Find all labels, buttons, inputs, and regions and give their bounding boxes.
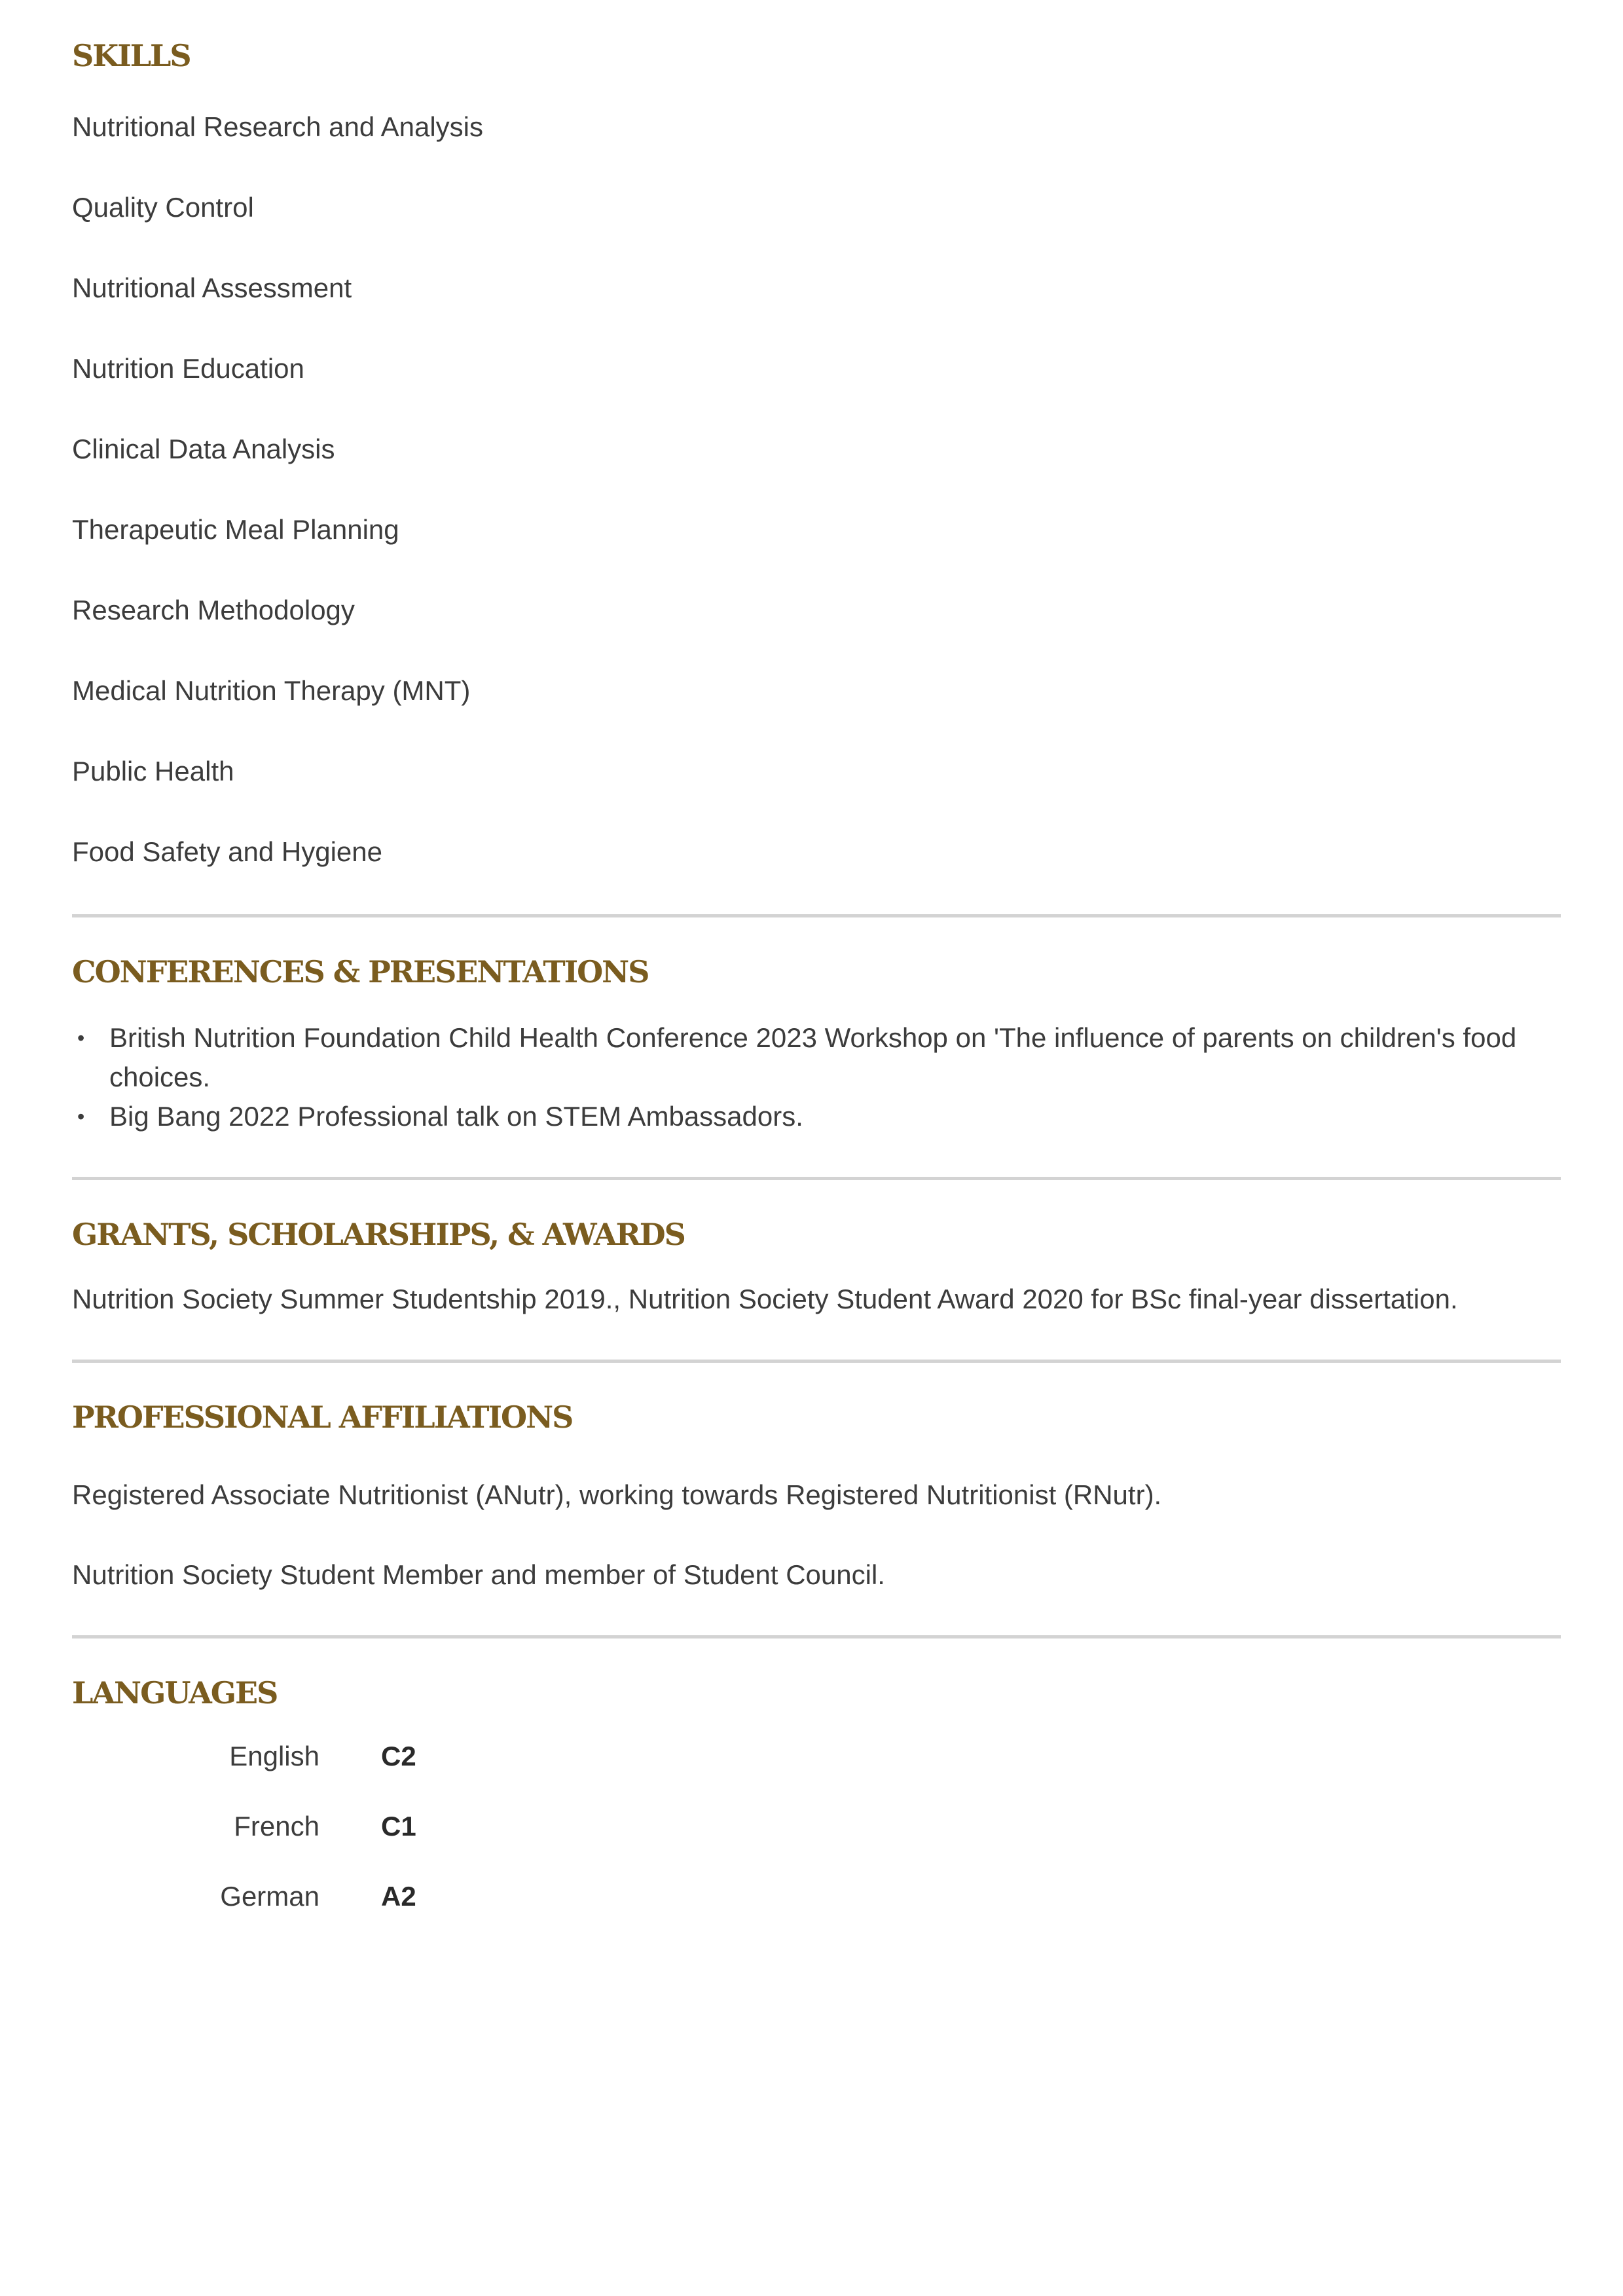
skill-item: Public Health: [72, 756, 234, 787]
grants-heading: GRANTS, SCHOLARSHIPS, & AWARDS: [72, 1217, 685, 1252]
affiliations-section: [72, 1399, 1561, 1595]
conference-text: Big Bang 2022 Professional talk on STEM Ambassadors.: [109, 1101, 803, 1132]
grants-section: [72, 1219, 1561, 1319]
bullet-icon: •: [77, 1105, 85, 1128]
skill-item: Clinical Data Analysis: [72, 434, 335, 464]
language-name: German: [220, 1881, 319, 1912]
skill-item: Food Safety and Hygiene: [72, 836, 382, 867]
skills-heading: SKILLS: [72, 38, 191, 73]
language-name: English: [229, 1741, 319, 1771]
skill-item: Medical Nutrition Therapy (MNT): [72, 675, 471, 706]
conference-item: [72, 1097, 1561, 1136]
affiliation-item: Nutrition Society Student Member and member of Student Council.: [72, 1559, 885, 1590]
resume-page: [72, 0, 1561, 1947]
conference-item: [72, 1018, 1561, 1097]
conferences-heading: CONFERENCES & PRESENTATIONS: [72, 954, 649, 990]
languages-heading: LANGUAGES: [72, 1675, 278, 1711]
skill-item: Quality Control: [72, 192, 254, 223]
skill-item: Research Methodology: [72, 595, 355, 625]
conference-text: British Nutrition Foundation Child Health Conference 2023 Workshop on 'The influence of parents on children's food choices.: [109, 1022, 1517, 1092]
skill-item: Nutritional Research and Analysis: [72, 111, 483, 142]
conferences-section: [72, 954, 1561, 1136]
skills-list: [72, 107, 1561, 873]
language-name: French: [234, 1811, 319, 1842]
affiliations-heading: PROFESSIONAL AFFILIATIONS: [72, 1399, 573, 1435]
bullet-icon: •: [77, 1026, 85, 1050]
section-divider: [72, 1360, 1561, 1363]
language-level: A2: [381, 1881, 416, 1912]
skill-item: Therapeutic Meal Planning: [72, 514, 399, 545]
language-row: [72, 1807, 1561, 1877]
languages-section: [72, 1675, 1561, 1947]
skill-item: Nutrition Education: [72, 353, 304, 384]
skill-item: Nutritional Assessment: [72, 272, 352, 303]
section-divider: [72, 914, 1561, 917]
language-row: [72, 1737, 1561, 1807]
section-divider: [72, 1635, 1561, 1639]
conferences-list: [72, 1018, 1561, 1136]
skills-section: [72, 0, 1561, 873]
languages-list: [72, 1737, 1561, 1947]
language-level: C2: [381, 1741, 416, 1771]
language-row: [72, 1877, 1561, 1947]
language-level: C1: [381, 1811, 416, 1842]
grants-text: Nutrition Society Summer Studentship 2019., Nutrition Society Student Award 2020 for BSc final-year dissertation.: [72, 1284, 1458, 1314]
section-divider: [72, 1177, 1561, 1180]
affiliation-item: Registered Associate Nutritionist (ANutr), working towards Registered Nutritionist (RNutr).: [72, 1479, 1162, 1510]
